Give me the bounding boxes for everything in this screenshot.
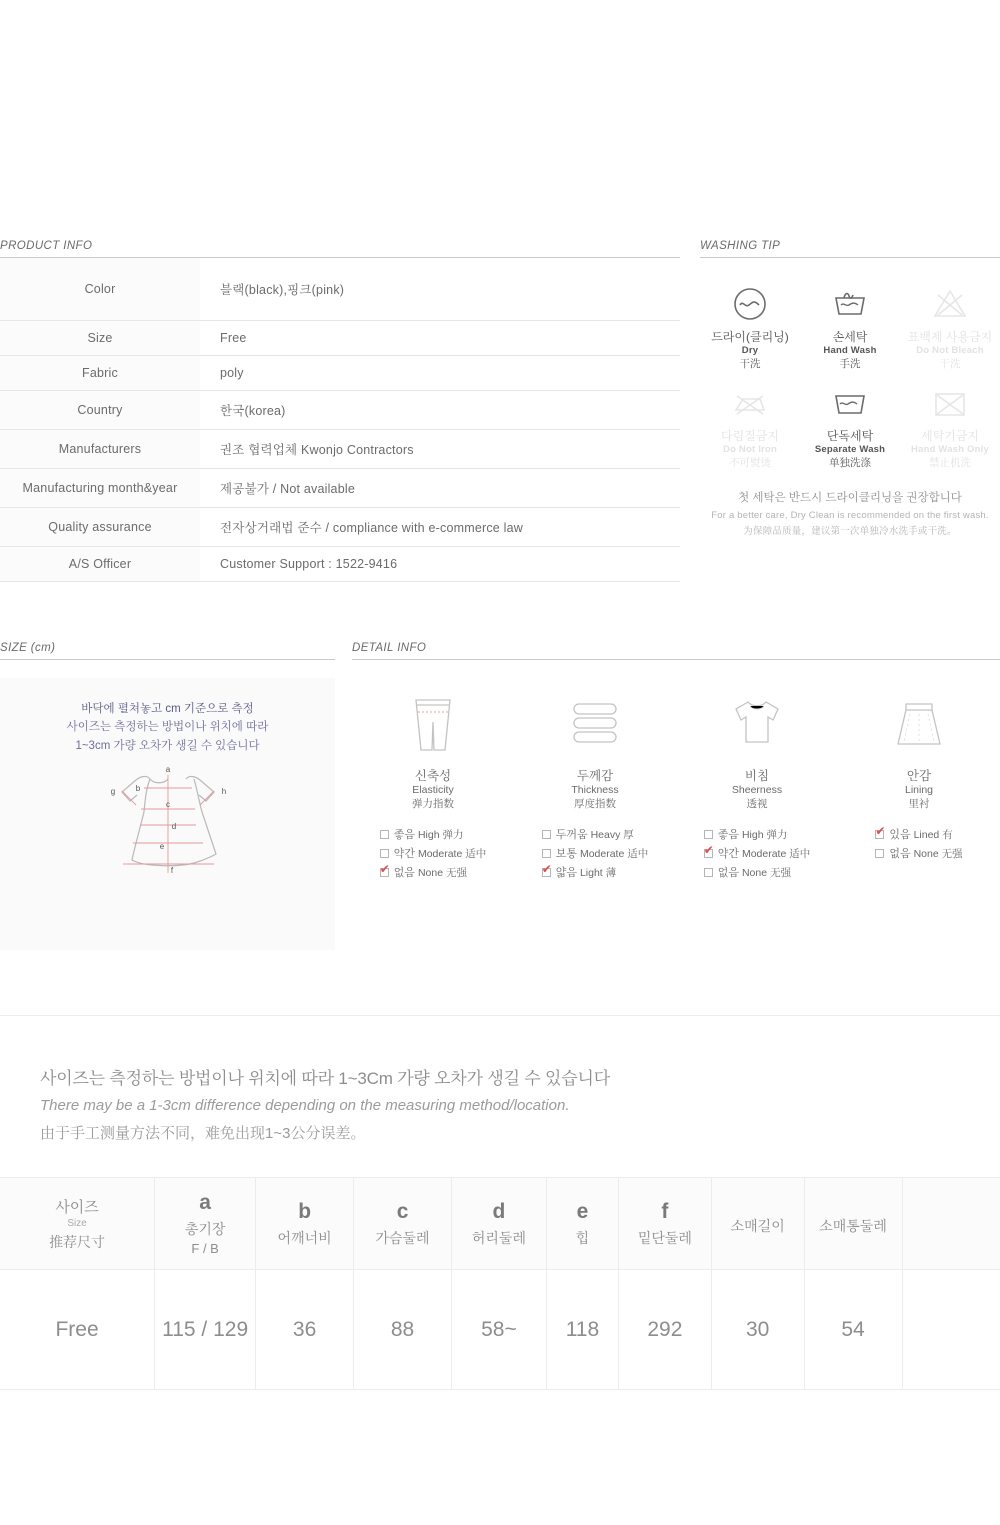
size-note-line3: 1~3cm 가량 오차가 생길 수 있습니다 [75,739,260,752]
option-en: Heavy [590,829,621,841]
cell-d: 58~ [452,1270,547,1390]
detail-options-thickness [542,823,648,883]
washing-note [700,489,1000,539]
option-cn: 无强 [941,848,963,860]
header-a [155,1178,256,1270]
svg-text:e: e [159,842,164,852]
option-cn: 无强 [769,867,791,879]
wash-label-cn: 干洗 [739,357,761,370]
svg-text:f: f [170,866,173,876]
product-info-section [0,240,680,582]
cell-empty [902,1270,1000,1390]
size-diagram-box [0,678,335,950]
detail-option[interactable] [380,826,486,842]
option-cn: 弹力 [766,829,788,841]
table-row [0,321,680,356]
wash-icon-cell-do-not-iron [700,379,800,472]
svg-text:a: a [165,765,170,775]
option-ko: 두꺼움 [555,829,588,841]
hand-wash-only-icon [900,383,1000,423]
wash-icon-cell-do-not-bleach [900,280,1000,373]
detail-option[interactable] [704,864,810,880]
detail-option[interactable] [380,845,486,861]
option-ko: 있음 [889,829,911,841]
option-cn: 无强 [445,867,467,879]
washing-tip-section [700,240,1000,539]
header-ko: 밑단둘레 [637,1229,692,1246]
tshirt-icon [676,686,838,756]
detail-option[interactable] [380,864,486,880]
measurement-note-ko: 사이즈는 측정하는 방법이나 위치에 따라 1~3Cm 가량 오차가 생길 수 있습니다 [40,1069,610,1088]
table-row [0,258,680,321]
wash-icon-cell-separate-wash [800,379,900,472]
washing-tip-heading: WASHING TIP [700,240,1000,258]
header-f [619,1178,712,1270]
svg-text:h: h [221,787,226,797]
table-row [0,547,680,582]
header-letter: e [576,1199,589,1223]
detail-column-elasticity [352,686,514,883]
checkbox-checked-icon[interactable] [704,849,713,858]
wash-icon-cell-hand-wash-only [900,379,1000,472]
layers-icon [514,686,676,756]
wash-icon-cell-hand-wash [800,280,900,373]
product-info-value: Customer Support : 1522-9416 [200,547,680,582]
header-letter: a [199,1191,211,1214]
checkbox-icon[interactable] [380,849,389,858]
detail-options-lining [875,823,962,864]
option-en: High [741,829,764,841]
option-ko: 좋음 [717,829,740,841]
header-ko: 어깨너비 [277,1229,332,1246]
product-info-label: Manufacturers [0,430,200,469]
table-row [0,469,680,508]
checkbox-checked-icon[interactable] [380,868,389,877]
pants-icon [352,686,514,756]
wash-label-ko: 표백제 사용금지 [907,330,993,344]
cell-f: 292 [619,1270,712,1390]
option-cn: 适中 [465,848,487,860]
detail-label-ko: 두께감 [576,769,614,783]
detail-column-thickness [514,686,676,883]
cell-size: Free [0,1270,155,1390]
detail-label-cn: 里衬 [908,798,930,810]
wash-label-en: Do Not Iron [723,444,777,456]
detail-label-cn: 弹力指数 [412,798,454,810]
option-ko: 없음 [717,867,740,879]
option-en: None [741,867,768,879]
header-sleeve-circumference [804,1178,902,1270]
wash-label-en: Do Not Bleach [916,345,984,356]
option-ko: 없음 [889,848,911,860]
hand-wash-icon [800,284,900,324]
measurement-note-cn: 由于手工测量方法不同，难免出现1~3公分误差。 [40,1125,366,1142]
header-letter: b [298,1199,312,1223]
table-header-row [0,1178,1000,1270]
separate-wash-icon [800,383,900,423]
size-measure-note [0,678,335,755]
wash-label-ko: 세탁기금지 [921,429,979,444]
wash-label-ko: 손세탁 [832,330,868,344]
size-note-line1: 바닥에 펼쳐놓고 cm 기준으로 측정 [81,703,254,715]
option-ko: 좋음 [393,829,416,841]
detail-option[interactable] [875,845,962,861]
option-en: None [913,848,939,860]
cell-sleeve-length: 30 [711,1270,804,1390]
option-cn: 适中 [789,848,811,860]
cell-a: 115 / 129 [155,1270,256,1390]
wash-label-cn: 单独洗涤 [829,457,871,470]
detail-label-en: Lining [904,784,934,796]
detail-label-cn: 厚度指数 [574,798,616,810]
wash-label-en: Separate Wash [814,444,886,456]
option-en: Light [579,867,603,879]
option-ko: 약간 [393,848,416,860]
option-ko: 약간 [717,848,740,860]
product-info-value: 제공불가 / Not available [200,469,680,508]
product-info-label: Quality assurance [0,508,200,547]
option-en: Moderate [741,848,787,860]
dress-diagram [78,761,258,891]
washing-note-en: For a better care, Dry Clean is recommended on the first wash. [711,509,989,521]
detail-label-ko: 신축성 [414,769,452,783]
product-info-value: 전자상거래법 준수 / compliance with e-commerce law [200,508,680,547]
product-info-value: Free [200,321,680,356]
detail-options-sheerness [704,823,810,883]
size-note-line2: 사이즈는 측정하는 방법이나 위치에 따라 [66,721,269,734]
wash-label-cn: 干洗 [939,357,961,370]
product-info-label: Size [0,321,200,356]
option-cn: 弹力 [442,829,464,841]
size-cm-section [0,642,335,950]
header-c [354,1178,452,1270]
header-e [546,1178,618,1270]
header-sub: F / B [191,1241,219,1256]
header-b [256,1178,354,1270]
table-row [0,508,680,547]
header-ko: 가슴둘레 [375,1229,430,1246]
option-cn: 适中 [627,848,649,860]
product-info-label: Fabric [0,356,200,391]
checkbox-icon[interactable] [380,830,389,839]
detail-column-sheerness [676,686,838,883]
washing-note-ko: 첫 세탁은 반드시 드라이클리닝을 권장합니다 [738,491,962,504]
option-en: Moderate [417,848,463,860]
dry-clean-icon [700,284,800,324]
checkbox-icon[interactable] [704,868,713,877]
cell-b: 36 [256,1270,354,1390]
option-cn: 有 [942,829,953,841]
checkbox-checked-icon[interactable] [875,830,884,839]
header-d [452,1178,547,1270]
wash-icon-cell-dry [700,280,800,373]
header-ko: 소매길이 [730,1217,785,1234]
detail-option[interactable] [542,826,648,842]
checkbox-icon[interactable] [704,830,713,839]
wash-label-ko: 드라이(클리닝) [711,330,789,344]
option-ko: 보통 [555,848,578,860]
detail-label-en: Thickness [571,784,619,796]
product-info-value: poly [200,356,680,391]
product-info-label: Manufacturing month&year [0,469,200,508]
product-info-table [0,258,680,582]
product-info-heading: PRODUCT INFO [0,240,680,258]
wash-label-cn: 不可熨烫 [729,457,771,470]
checkbox-icon[interactable] [542,830,551,839]
measurement-note-en: There may be a 1-3cm difference depending on the measuring method/location. [40,1097,570,1114]
detail-option[interactable] [542,845,648,861]
option-en: Lined [913,829,940,841]
header-letter: d [492,1199,506,1223]
detail-info-section [352,642,1000,883]
header-ko: 힙 [575,1229,590,1246]
detail-label-en: Elasticity [412,784,454,796]
option-ko: 얇음 [555,867,578,879]
detail-label-en: Sheerness [731,784,783,796]
wash-label-ko: 단독세탁 [826,429,874,444]
option-cn: 厚 [623,829,634,841]
detail-label-ko: 비침 [744,769,770,783]
checkbox-checked-icon[interactable] [542,868,551,877]
svg-text:c: c [165,800,170,810]
checkbox-icon[interactable] [542,849,551,858]
product-info-value: 블랙(black),핑크(pink) [200,258,680,321]
option-en: High [417,829,440,841]
header-size-cn: 推荐尺寸 [49,1233,106,1250]
measurement-note [0,1016,1000,1177]
detail-info-grid [352,686,1000,883]
product-info-label: A/S Officer [0,547,200,582]
table-row [0,1270,1000,1390]
svg-text:g: g [110,787,115,797]
header-empty [902,1178,1000,1270]
svg-text:b: b [135,784,140,794]
size-cm-heading: SIZE (cm) [0,642,335,660]
detail-label-cn: 透视 [746,798,768,810]
table-row [0,430,680,469]
svg-text:d: d [171,822,176,832]
product-info-label: Color [0,258,200,321]
washing-note-cn: 为保障品质量，建议第一次单独冷水洗手或干洗。 [743,525,957,537]
detail-info-heading: DETAIL INFO [352,642,1000,660]
table-row [0,391,680,430]
header-letter: c [396,1199,409,1223]
measurement-section [0,1015,1000,1390]
detail-options-elasticity [380,823,486,883]
detail-option[interactable] [542,864,648,880]
cell-e: 118 [546,1270,618,1390]
detail-option[interactable] [704,826,810,842]
table-row [0,356,680,391]
header-ko: 소매통둘레 [819,1217,887,1234]
header-size-en: Size [67,1217,87,1229]
checkbox-icon[interactable] [875,849,884,858]
detail-option[interactable] [704,845,810,861]
option-en: Moderate [579,848,625,860]
do-not-bleach-icon [900,284,1000,324]
product-info-value: 한국(korea) [200,391,680,430]
product-info-label: Country [0,391,200,430]
option-cn: 薄 [605,867,617,879]
option-en: None [417,867,444,879]
wash-label-cn: 禁止机洗 [929,457,971,470]
detail-column-lining [838,686,1000,883]
header-size-ko: 사이즈 [55,1198,99,1216]
wash-label-en: Hand Wash Only [911,444,989,456]
detail-option[interactable] [875,826,962,842]
header-letter: f [661,1199,669,1223]
wash-label-en: Hand Wash [823,345,877,356]
skirt-icon [838,686,1000,756]
header-sleeve-length [711,1178,804,1270]
wash-label-cn: 手洗 [839,357,861,370]
cell-c: 88 [354,1270,452,1390]
do-not-iron-icon [700,383,800,423]
cell-sleeve-circumference: 54 [804,1270,902,1390]
detail-label-ko: 안감 [906,769,932,783]
wash-label-ko: 다림질금지 [721,429,779,444]
header-ko: 허리둘레 [471,1229,526,1246]
measurement-table [0,1177,1000,1390]
header-size [0,1178,155,1270]
wash-label-en: Dry [741,345,759,356]
washing-icon-grid [700,280,1000,473]
product-info-value: 권조 협력업체 Kwonjo Contractors [200,430,680,469]
option-ko: 없음 [393,867,416,879]
header-ko: 총기장 [184,1221,226,1237]
